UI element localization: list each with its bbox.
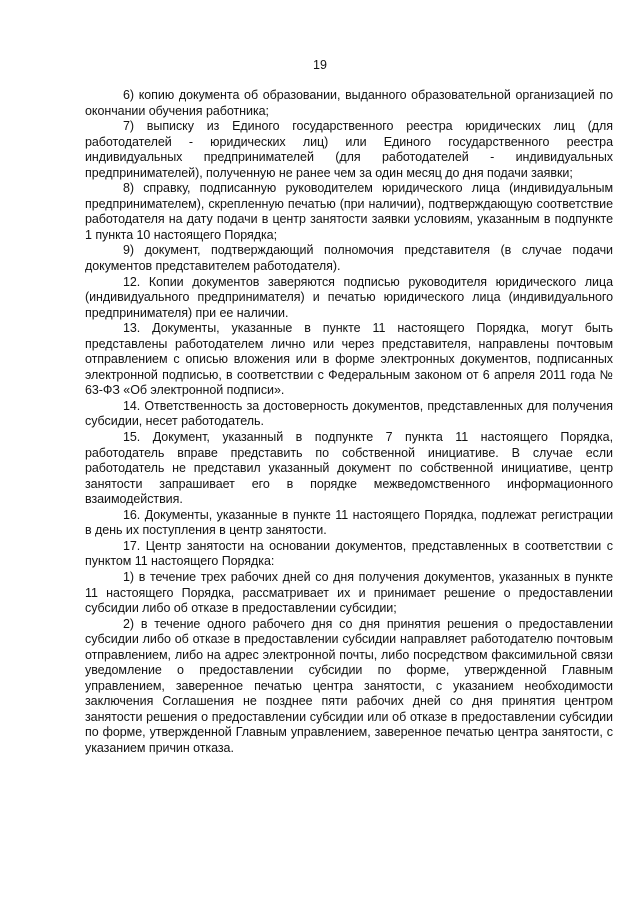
paragraph-section-14: 14. Ответственность за достоверность документов, представленных для получения субсидии, несет работодатель. [85, 398, 613, 429]
paragraph-section-17: 17. Центр занятости на основании документов, представленных в соответствии с пунктом 11 настоящего Порядка: [85, 538, 613, 569]
page-number: 19 [313, 58, 327, 72]
paragraph-subitem-1: 1) в течение трех рабочих дней со дня получения документов, указанных в пункте 11 настоящего Порядка, рассматривает их и принимает решение о предоставлении субсидии либо об отказе в предоставлении субсидии; [85, 569, 613, 616]
paragraph-section-12: 12. Копии документов заверяются подписью руководителя юридического лица (индивидуального предпринимателя) и печатью юридического лица (индивидуального предпринимателя) при ее наличии. [85, 274, 613, 320]
paragraph-section-16: 16. Документы, указанные в пункте 11 настоящего Порядка, подлежат регистрации в день их поступления в центр занятости. [85, 507, 613, 538]
paragraph-item-9: 9) документ, подтверждающий полномочия представителя (в случае подачи документов представителем работодателя). [85, 243, 613, 274]
paragraph-section-15: 15. Документ, указанный в подпункте 7 пункта 11 настоящего Порядка, работодатель вправе представить по собственной инициативе. В случае если работодатель не представил указанный документ по собственной инициативе, центр занятости запрашивает его в порядке межведомственного информационного взаимодействия. [85, 430, 613, 507]
paragraph-item-6: 6) копию документа об образовании, выданного образовательной организацией по окончании обучения работника; [85, 88, 613, 118]
paragraph-item-7: 7) выписку из Единого государственного реестра юридических лиц (для работодателей - юридических лиц) или Единого государственного реестра индивидуальных предпринимателей (для работодателей - индивидуальных предпринимателей), полученную не ранее чем за один месяц до дня подачи заявки; [85, 119, 613, 180]
paragraph-item-8: 8) справку, подписанную руководителем юридического лица (индивидуальным предпринимателем), скрепленную печатью (при наличии), подтверждающую соответствие работодателя на дату подачи в центр занятости заявки условиям, указанным в подпункте 1 пункта 10 настоящего Порядка; [85, 181, 613, 242]
paragraph-subitem-2: 2) в течение одного рабочего дня со дня принятия решения о предоставлении субсидии либо об отказе в предоставлении субсидии направляет работодателю почтовым отправлением, либо на адрес электронной почты, либо посредством факсимильной связи уведомление о предоставлении субсидии по форме, утвержденной Главным управлением, заверенное печатью центра занятости, с указанием необходимости заключения Соглашения не позднее пяти рабочих дней со дня принятия центром занятости решения о предоставлении субсидии или об отказе в предоставлении субсидии по форме, утвержденной Главным управлением, заверенное печатью центра занятости, с указанием причин отказа. [85, 616, 613, 755]
paragraph-section-13: 13. Документы, указанные в пункте 11 настоящего Порядка, могут быть представлены работодателем лично или через представителя, направлены почтовым отправлением с описью вложения или в форме электронных документов, подписанных электронной подписью, в соответствии с Федеральным законом от 6 апреля 2011 года № 63-ФЗ «Об электронной подписи». [85, 321, 613, 398]
document-body [85, 88, 613, 757]
